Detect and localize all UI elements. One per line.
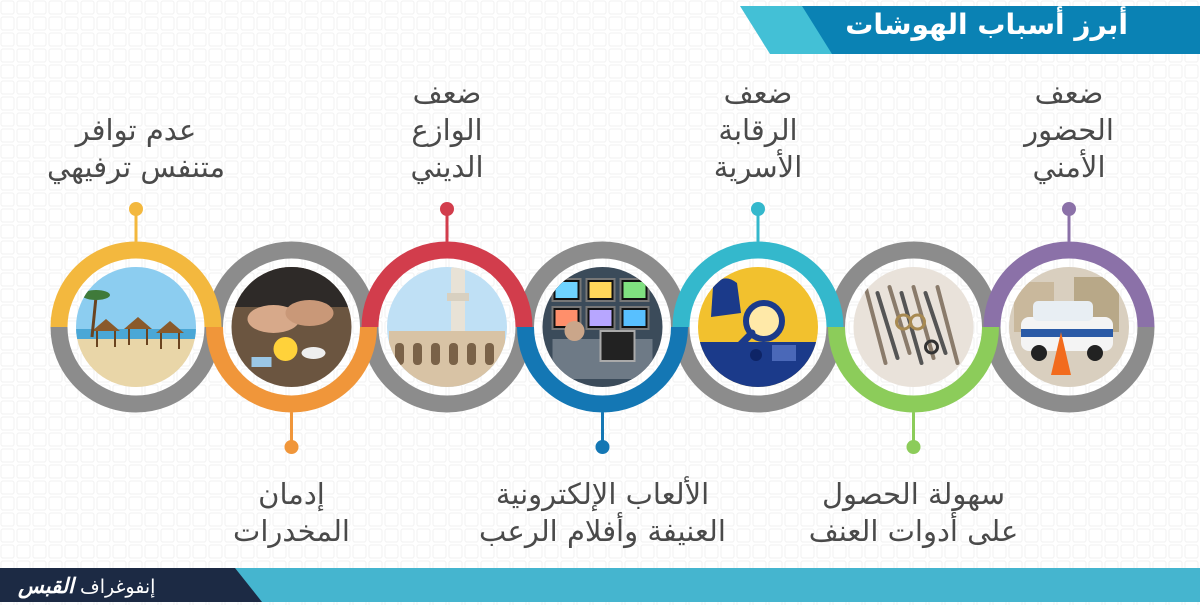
cause-label xyxy=(142,476,442,550)
page-title: أبرز أسباب الهوشات xyxy=(845,8,1128,41)
connector-dot xyxy=(751,202,765,216)
cause-label-line: عدم توافر xyxy=(75,113,197,147)
footer-brand-name: القبس xyxy=(18,574,74,598)
police-car-scene-photo xyxy=(1009,267,1129,387)
mosque-minaret-photo xyxy=(387,257,507,387)
cause-label-line: المخدرات xyxy=(233,514,350,548)
footer-brand-prefix: إنفوغراف xyxy=(80,576,156,598)
footer-bar xyxy=(0,568,1200,602)
connector-dot xyxy=(596,440,610,454)
connector-dot xyxy=(907,440,921,454)
connector-dot xyxy=(440,202,454,216)
weapons-collection-photo xyxy=(854,267,974,387)
cause-label-line: على أدوات العنف xyxy=(808,514,1019,548)
cause-label-line: إدمان xyxy=(258,477,325,511)
cause-label-line: الرقابة xyxy=(718,113,798,147)
cause-label-line: الديني xyxy=(410,150,484,184)
connector-dot xyxy=(285,440,299,454)
cause-label-line: ضعف xyxy=(412,76,482,110)
cause-label xyxy=(297,75,597,186)
beach-huts-photo xyxy=(76,267,196,387)
cause-label-line: ضعف xyxy=(723,76,793,110)
drug-use-hands-photo xyxy=(232,267,352,387)
connector-dot xyxy=(129,202,143,216)
video-game-screens-photo xyxy=(543,267,663,387)
cause-label-line: ضعف xyxy=(1034,76,1104,110)
cause-label-line: الأسرية xyxy=(713,150,803,184)
cause-label-line: سهولة الحصول xyxy=(821,477,1006,511)
cause-label-line: الألعاب الإلكترونية xyxy=(495,477,710,511)
cause-label-line: متنفس ترفيهي xyxy=(46,150,226,184)
footer-brand xyxy=(18,573,155,599)
cause-label xyxy=(0,112,286,186)
cause-label-line: الحضور xyxy=(1024,113,1114,147)
cause-label-line: الوازع xyxy=(411,113,483,147)
cause-label xyxy=(608,75,908,186)
cause-label xyxy=(764,476,1064,550)
cause-label xyxy=(453,476,753,550)
cause-label-line: العنيفة وأفلام الرعب xyxy=(479,514,726,548)
cause-label-line: الأمني xyxy=(1032,150,1106,184)
family-monitoring-illustration-photo xyxy=(698,267,818,387)
cause-label xyxy=(919,75,1200,186)
connector-dot xyxy=(1062,202,1076,216)
